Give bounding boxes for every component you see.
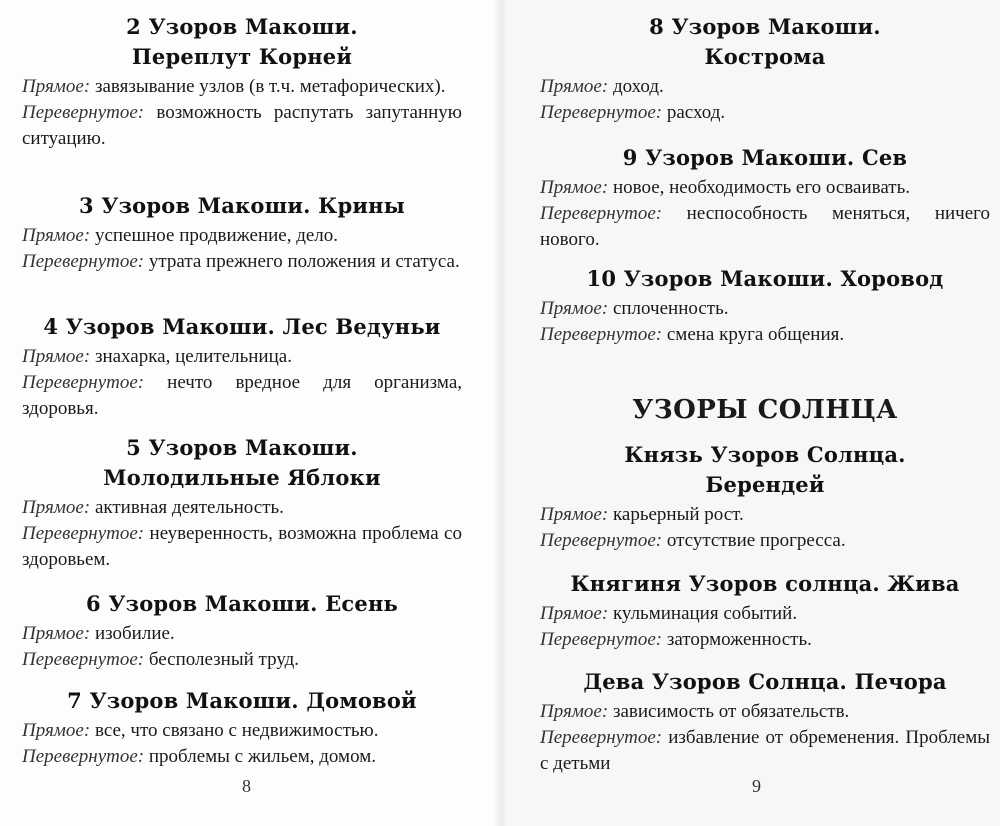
direct-meaning [540, 74, 990, 100]
card-entry [22, 433, 462, 573]
direct-meaning [22, 495, 462, 521]
direct-text: зависимость от обязательств. [608, 701, 850, 722]
direct-label: Прямое: [22, 76, 91, 97]
direct-meaning [540, 296, 990, 322]
reversed-label: Перевернутое: [22, 746, 145, 767]
direct-text: новое, необходимость его осваивать. [608, 177, 910, 198]
card-entry [540, 12, 990, 126]
direct-label: Прямое: [22, 346, 91, 367]
direct-label: Прямое: [22, 497, 91, 518]
card-title-line2: Берендей [705, 472, 825, 497]
direct-text: знахарка, целительница. [90, 346, 292, 367]
reversed-label: Перевернутое: [540, 203, 663, 224]
reversed-meaning [22, 521, 462, 573]
card-title: 8 Узоров Макоши. [649, 14, 881, 39]
card-title: Князь Узоров Солнца. [624, 442, 906, 467]
reversed-meaning [540, 100, 990, 126]
reversed-label: Перевернутое: [22, 251, 145, 272]
card-title: 7 Узоров Макоши. Домовой [67, 688, 417, 713]
reversed-label: Перевернутое: [540, 530, 663, 551]
direct-meaning [22, 621, 462, 647]
card-entry [540, 569, 990, 653]
card-entry [22, 589, 462, 673]
direct-meaning [22, 74, 462, 100]
reversed-meaning [540, 201, 990, 253]
direct-meaning [22, 718, 462, 744]
direct-text: завязывание узлов (в т.ч. метафорических). [90, 76, 446, 97]
reversed-text: нечто вредное для организма, здоровья. [22, 372, 462, 419]
direct-text: кульминация событий. [608, 603, 798, 624]
card-title-line2: Кострома [704, 44, 826, 69]
card-title: 2 Узоров Макоши. [126, 14, 358, 39]
direct-label: Прямое: [540, 298, 609, 319]
direct-label: Прямое: [22, 225, 91, 246]
reversed-meaning [22, 100, 462, 152]
reversed-text: смена круга общения. [662, 324, 845, 345]
card-entry [540, 440, 990, 554]
direct-meaning [540, 601, 990, 627]
reversed-text: заторможенность. [662, 629, 812, 650]
reversed-text: утрата прежнего положения и статуса. [144, 251, 460, 272]
card-entry [22, 686, 462, 770]
direct-label: Прямое: [540, 177, 609, 198]
reversed-text: избавление от обременения. Проблемы с детьми [540, 727, 990, 774]
direct-label: Прямое: [22, 623, 91, 644]
reversed-label: Перевернутое: [22, 102, 145, 123]
card-entry [540, 667, 990, 777]
reversed-text: проблемы с жильем, домом. [144, 746, 376, 767]
reversed-text: неспособность меняться, ничего нового. [540, 203, 990, 250]
card-entry [22, 12, 462, 152]
card-title: 4 Узоров Макоши. Лес Ведуньи [43, 314, 441, 339]
card-title-line2: Молодильные Яблоки [103, 465, 381, 490]
reversed-meaning [540, 322, 990, 348]
reversed-label: Перевернутое: [540, 324, 663, 345]
card-title: Княгиня Узоров солнца. Жива [570, 571, 960, 596]
reversed-label: Перевернутое: [540, 629, 663, 650]
reversed-meaning [22, 647, 462, 673]
card-title: 6 Узоров Макоши. Есень [86, 591, 398, 616]
direct-text: доход. [608, 76, 664, 97]
direct-meaning [540, 175, 990, 201]
reversed-meaning [22, 249, 462, 275]
direct-text: активная деятельность. [90, 497, 284, 518]
reversed-meaning [540, 528, 990, 554]
direct-meaning [540, 699, 990, 725]
direct-label: Прямое: [540, 504, 609, 525]
direct-text: сплоченность. [608, 298, 729, 319]
card-title: 9 Узоров Макоши. Сев [622, 145, 908, 170]
card-entry [22, 191, 462, 275]
reversed-meaning [540, 627, 990, 653]
direct-text: карьерный рост. [608, 504, 744, 525]
direct-label: Прямое: [22, 720, 91, 741]
right-page [500, 0, 1000, 826]
card-entry [540, 143, 990, 253]
page-number: 9 [752, 776, 761, 796]
direct-label: Прямое: [540, 76, 609, 97]
direct-text: изобилие. [90, 623, 175, 644]
card-title: 3 Узоров Макоши. Крины [79, 193, 405, 218]
direct-text: все, что связано с недвижимостью. [90, 720, 379, 741]
card-entry [22, 312, 462, 422]
direct-meaning [22, 344, 462, 370]
reversed-meaning [22, 370, 462, 422]
direct-meaning [22, 223, 462, 249]
direct-label: Прямое: [540, 603, 609, 624]
reversed-label: Перевернутое: [22, 649, 145, 670]
card-title: 5 Узоров Макоши. [126, 435, 358, 460]
reversed-text: возможность распутать запутанную ситуацию. [22, 102, 462, 149]
direct-text: успешное продвижение, дело. [90, 225, 339, 246]
card-title: Дева Узоров Солнца. Печора [583, 669, 947, 694]
book-spine [492, 0, 508, 826]
reversed-meaning [540, 725, 990, 777]
reversed-text: расход. [662, 102, 726, 123]
reversed-text: неуверенность, возможна проблема со здоровьем. [22, 523, 462, 570]
reversed-label: Перевернутое: [540, 727, 663, 748]
section-title: УЗОРЫ СОЛНЦА [632, 395, 898, 425]
reversed-text: отсутствие прогресса. [662, 530, 846, 551]
card-title-line2: Переплут Корней [131, 44, 353, 69]
card-entry [540, 264, 990, 348]
reversed-meaning [22, 744, 462, 770]
direct-label: Прямое: [540, 701, 609, 722]
reversed-label: Перевернутое: [540, 102, 663, 123]
page-number: 8 [242, 776, 251, 796]
direct-meaning [540, 502, 990, 528]
reversed-text: бесполезный труд. [144, 649, 300, 670]
card-title: 10 Узоров Макоши. Хоровод [586, 266, 944, 291]
reversed-label: Перевернутое: [22, 372, 145, 393]
reversed-label: Перевернутое: [22, 523, 145, 544]
